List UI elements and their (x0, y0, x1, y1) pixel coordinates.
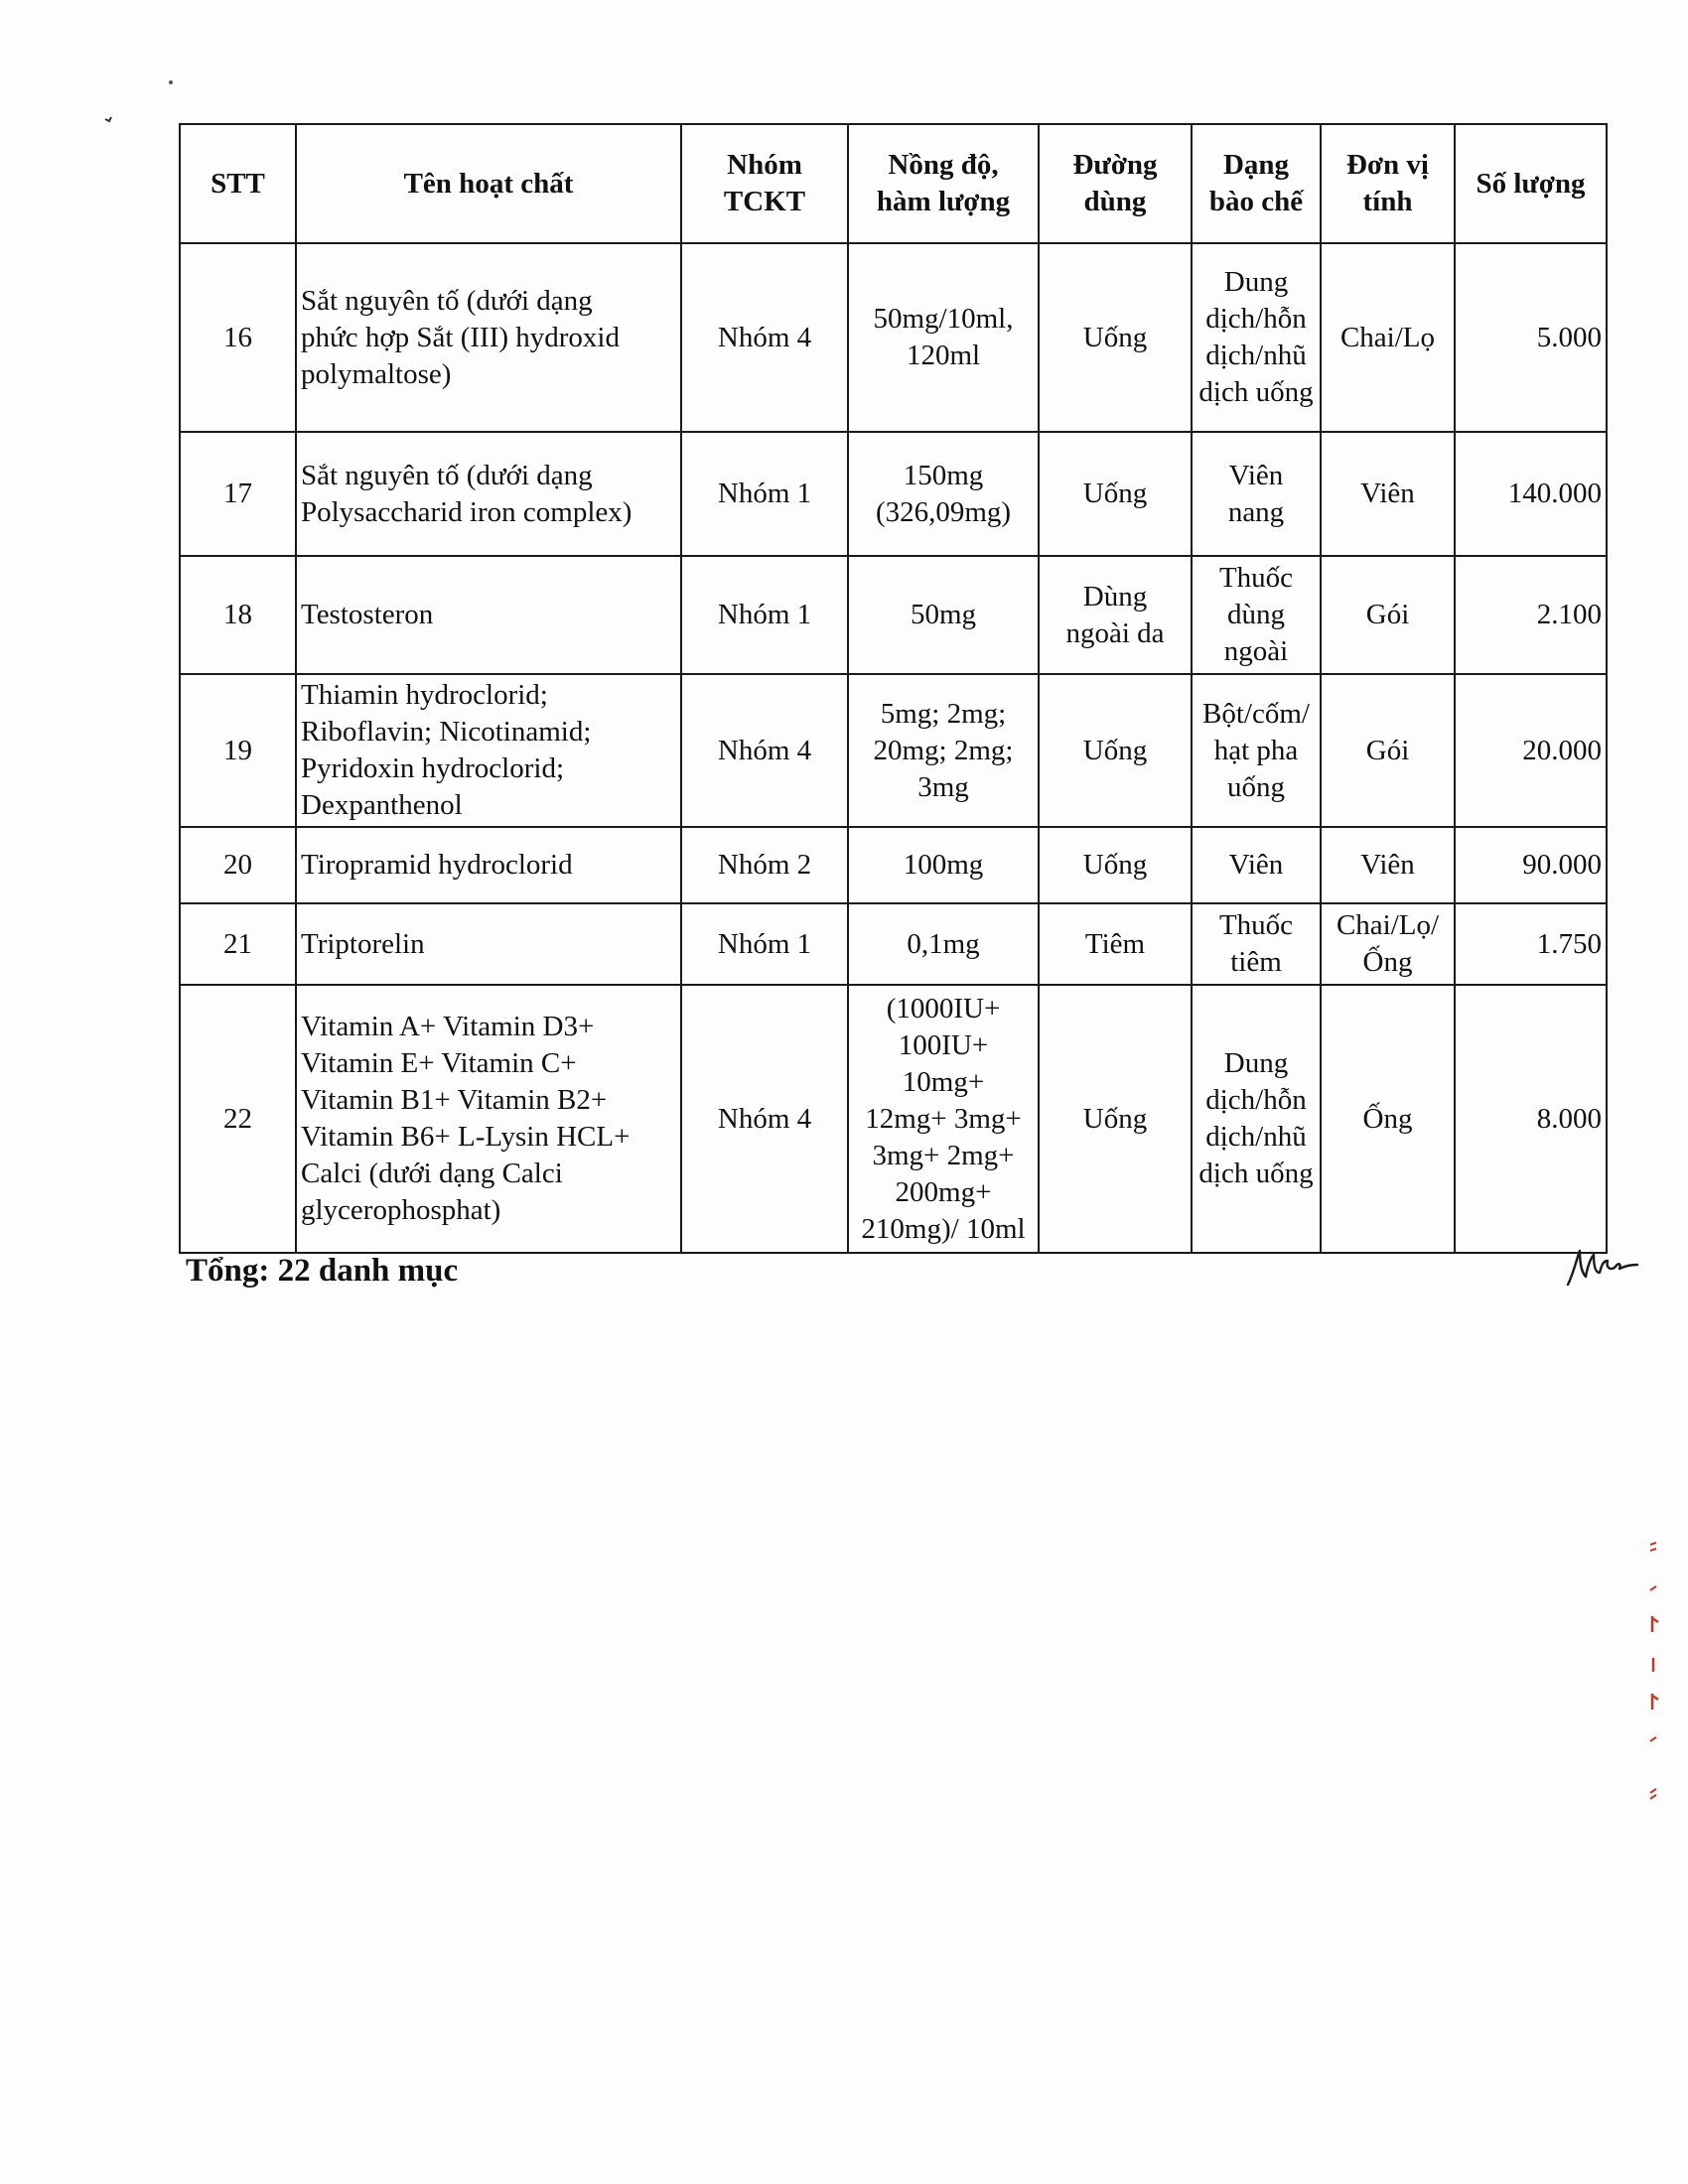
cell-stt: 18 (180, 556, 296, 674)
header-dosage-form: Dạng bào chế (1192, 124, 1321, 243)
cell-group: Nhóm 2 (681, 827, 848, 903)
cell-group: Nhóm 1 (681, 903, 848, 985)
cell-form: Dung dịch/hỗn dịch/nhũ dịch uống (1192, 243, 1321, 432)
cell-name: Sắt nguyên tố (dưới dạng Polysaccharid iron complex) (296, 432, 681, 556)
cell-strength: 150mg (326,09mg) (848, 432, 1039, 556)
cell-stt: 19 (180, 674, 296, 827)
cell-strength: 100mg (848, 827, 1039, 903)
table-row (180, 556, 1607, 674)
table-row (180, 432, 1607, 556)
cell-strength: 0,1mg (848, 903, 1039, 985)
cell-route: Dùng ngoài da (1039, 556, 1192, 674)
cell-quantity: 1.750 (1455, 903, 1607, 985)
table-row (180, 674, 1607, 827)
cell-strength: (1000IU+ 100IU+ 10mg+ 12mg+ 3mg+ 3mg+ 2mg+ 200mg+ 210mg)/ 10ml (848, 985, 1039, 1253)
cell-form: Thuốc tiêm (1192, 903, 1321, 985)
cell-form: Dung dịch/hỗn dịch/nhũ dịch uống (1192, 985, 1321, 1253)
cell-stt: 21 (180, 903, 296, 985)
table-row (180, 903, 1607, 985)
scan-speck (99, 109, 129, 129)
cell-quantity: 8.000 (1455, 985, 1607, 1253)
header-unit: Đơn vị tính (1321, 124, 1455, 243)
cell-quantity: 2.100 (1455, 556, 1607, 674)
header-group: Nhóm TCKT (681, 124, 848, 243)
cell-unit: Viên (1321, 827, 1455, 903)
cell-stt: 17 (180, 432, 296, 556)
cell-group: Nhóm 4 (681, 674, 848, 827)
cell-name: Testosteron (296, 556, 681, 674)
cell-unit: Gói (1321, 556, 1455, 674)
signature-mark (1564, 1243, 1643, 1291)
cell-stt: 22 (180, 985, 296, 1253)
cell-strength: 50mg (848, 556, 1039, 674)
header-route: Đường dùng (1039, 124, 1192, 243)
cell-name: Sắt nguyên tố (dưới dạng phức hợp Sắt (III) hydroxid polymaltose) (296, 243, 681, 432)
cell-quantity: 90.000 (1455, 827, 1607, 903)
cell-form: Viên (1192, 827, 1321, 903)
cell-route: Uống (1039, 985, 1192, 1253)
cell-strength: 5mg; 2mg; 20mg; 2mg; 3mg (848, 674, 1039, 827)
cell-quantity: 5.000 (1455, 243, 1607, 432)
cell-quantity: 20.000 (1455, 674, 1607, 827)
cell-quantity: 140.000 (1455, 432, 1607, 556)
cell-route: Uống (1039, 243, 1192, 432)
scan-edge-marks (1638, 1539, 1668, 1817)
table-row (180, 985, 1607, 1253)
cell-form: Viên nang (1192, 432, 1321, 556)
cell-stt: 20 (180, 827, 296, 903)
cell-strength: 50mg/10ml, 120ml (848, 243, 1039, 432)
table-row (180, 827, 1607, 903)
cell-group: Nhóm 1 (681, 556, 848, 674)
table-header-row (180, 124, 1607, 243)
cell-name: Thiamin hydroclorid; Riboflavin; Nicotinamid; Pyridoxin hydroclorid; Dexpanthenol (296, 674, 681, 827)
total-count-label: Tổng: 22 danh mục (186, 1253, 459, 1289)
cell-unit: Chai/Lọ (1321, 243, 1455, 432)
cell-name: Tiropramid hydroclorid (296, 827, 681, 903)
header-strength: Nồng độ, hàm lượng (848, 124, 1039, 243)
cell-route: Uống (1039, 674, 1192, 827)
drug-list-table (179, 123, 1608, 1254)
table-row (180, 243, 1607, 432)
scan-speck (164, 75, 178, 89)
cell-stt: 16 (180, 243, 296, 432)
header-active-ingredient: Tên hoạt chất (296, 124, 681, 243)
cell-group: Nhóm 4 (681, 243, 848, 432)
cell-name: Triptorelin (296, 903, 681, 985)
cell-unit: Gói (1321, 674, 1455, 827)
cell-group: Nhóm 4 (681, 985, 848, 1253)
cell-unit: Ống (1321, 985, 1455, 1253)
cell-route: Tiêm (1039, 903, 1192, 985)
cell-route: Uống (1039, 827, 1192, 903)
cell-route: Uống (1039, 432, 1192, 556)
cell-form: Thuốc dùng ngoài (1192, 556, 1321, 674)
cell-unit: Chai/Lọ/ Ống (1321, 903, 1455, 985)
cell-name: Vitamin A+ Vitamin D3+ Vitamin E+ Vitamin C+ Vitamin B1+ Vitamin B2+ Vitamin B6+ L-Lysin HCL+ Calci (dưới dạng Calci glycerophosphat) (296, 985, 681, 1253)
header-stt: STT (180, 124, 296, 243)
cell-group: Nhóm 1 (681, 432, 848, 556)
cell-unit: Viên (1321, 432, 1455, 556)
header-quantity: Số lượng (1455, 124, 1607, 243)
cell-form: Bột/cốm/ hạt pha uống (1192, 674, 1321, 827)
